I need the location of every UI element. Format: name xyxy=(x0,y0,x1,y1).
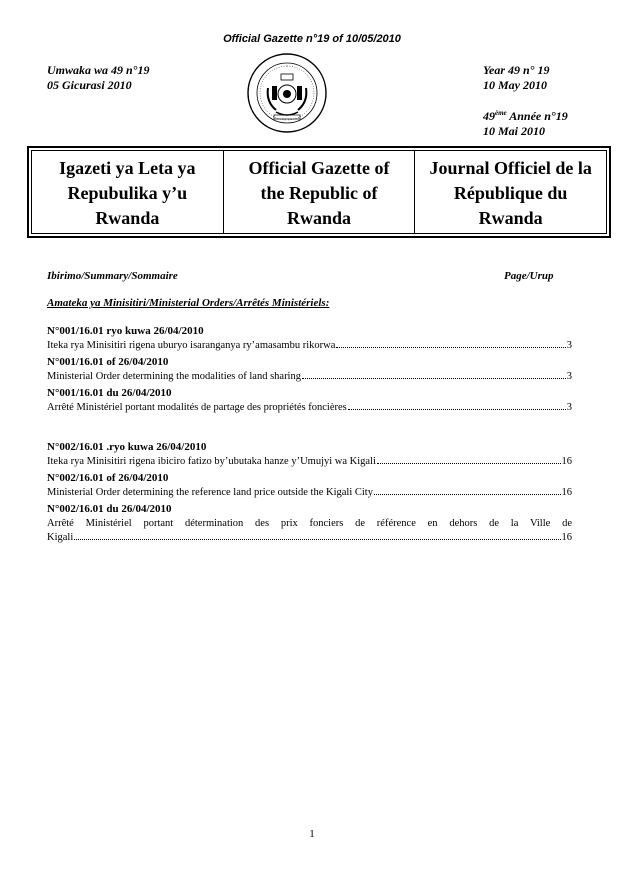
issue-year-fr: 49ème Année n°19 xyxy=(483,109,568,123)
issue-date-rw: 05 Gicurasi 2010 xyxy=(47,78,132,92)
issue-date-fr: 10 Mai 2010 xyxy=(483,124,546,138)
order-number: N°002/16.01 du 26/04/2010 xyxy=(47,503,172,515)
issue-year-rw: Umwaka wa 49 n°19 xyxy=(47,63,150,77)
order-number: N°001/16.01 of 26/04/2010 xyxy=(47,356,169,368)
page-number: 1 xyxy=(309,828,315,840)
toc-page: 16 xyxy=(561,487,572,498)
toc-page: 16 xyxy=(561,456,572,467)
order-number: N°002/16.01 .ryo kuwa 26/04/2010 xyxy=(47,441,207,453)
toc-page: 3 xyxy=(566,371,572,382)
title-french: Journal Officiel de la République du Rwanda xyxy=(414,151,606,233)
toc-page: 3 xyxy=(566,402,572,413)
toc-line-wrapped: Arrêté Ministériel portant détermination des prix fonciers de référence en dehors de la Ville de xyxy=(47,518,572,529)
kinyarwanda-issue-info xyxy=(47,63,149,93)
toc-line: Ministerial Order determining the modalities of land sharing 3 xyxy=(47,371,572,382)
summary-label: Ibirimo/Summary/Sommaire xyxy=(47,270,178,282)
toc-line: Kigali 16 xyxy=(47,532,572,543)
toc-entry-group xyxy=(47,324,572,417)
toc-entry-group xyxy=(47,440,572,547)
gazette-header-line: Official Gazette n°19 of 10/05/2010 xyxy=(223,33,401,45)
issue-date-en: 10 May 2010 xyxy=(483,78,547,92)
rwanda-coat-of-arms-seal xyxy=(246,52,328,134)
order-number: N°002/16.01 of 26/04/2010 xyxy=(47,472,169,484)
gazette-title-box xyxy=(27,146,611,238)
toc-line: Iteka rya Minisitiri rigena uburyo isaranganya ry’amasambu rikorwa 3 xyxy=(47,340,572,351)
toc-page: 16 xyxy=(561,532,572,543)
french-issue-info xyxy=(483,106,568,139)
toc-line: Arrêté Ministériel portant modalités de partage des propriétés foncières 3 xyxy=(47,402,572,413)
title-kinyarwanda: Igazeti ya Leta ya Repubulika y’u Rwanda xyxy=(59,158,196,228)
title-english: Official Gazette of the Republic of Rwanda xyxy=(223,151,415,233)
issue-year-en: Year 49 n° 19 xyxy=(483,63,550,77)
toc-page: 3 xyxy=(566,340,572,351)
order-number: N°001/16.01 du 26/04/2010 xyxy=(47,387,172,399)
english-issue-info xyxy=(483,63,549,93)
toc-line: Iteka rya Minisitiri rigena ibiciro fatizo by’ubutaka hanze y’Umujyi wa Kigali 16 xyxy=(47,456,572,467)
section-title: Amateka ya Minisitiri/Ministerial Orders/Arrêtés Ministériels: xyxy=(47,297,330,309)
page-column-label: Page/Urup xyxy=(504,270,554,282)
order-number: N°001/16.01 ryo kuwa 26/04/2010 xyxy=(47,325,204,337)
toc-line: Ministerial Order determining the reference land price outside the Kigali City 16 xyxy=(47,487,572,498)
